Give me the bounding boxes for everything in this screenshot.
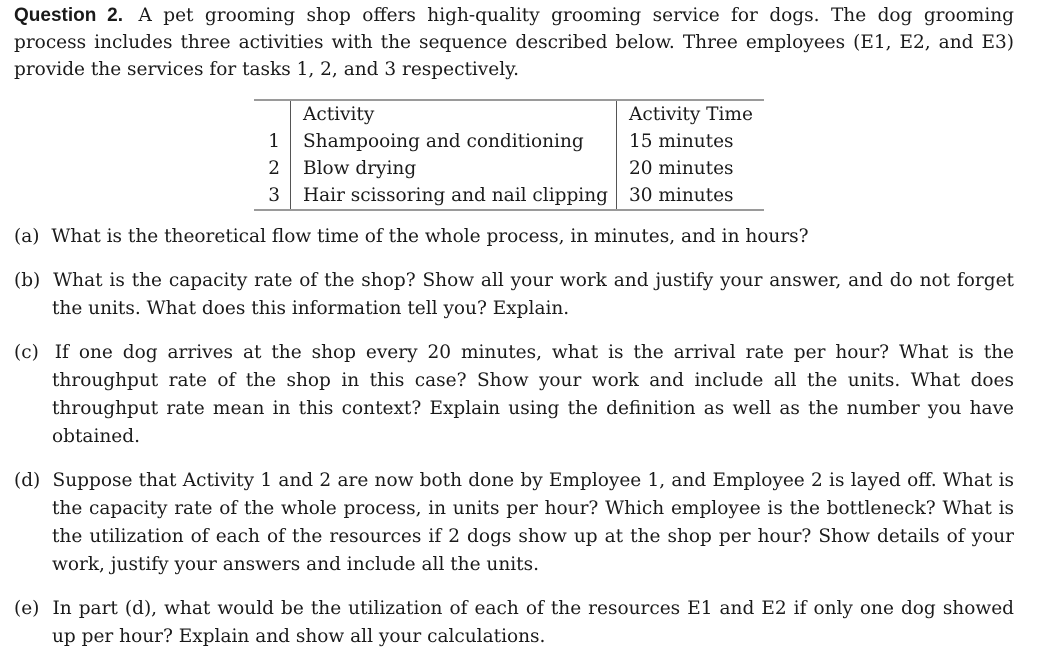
part-b — [14, 267, 1014, 323]
part-d — [14, 467, 1014, 579]
part-text: Suppose that Activity 1 and 2 are now both done by Employee 1, and Employee 2 is layed off. What is the capacity rate of the whole process, in units per hour? Which employee is the bottleneck? What is the utilization of each of the resources if 2 dogs show up at the shop per hour? Show details of your work, justify your answers and include all the units. — [52, 470, 1014, 575]
part-text: In part (d), what would be the utilization of each of the resources E1 and E2 if only one dog showed up per hour? Explain and show all your calculations. — [52, 598, 1014, 647]
row-number: 1 — [254, 128, 290, 155]
part-e — [14, 595, 1014, 651]
question-intro-text: A pet grooming shop offers high-quality grooming service for dogs. The dog grooming process includes three activities with the sequence described below. Three employees (E1, E2, and E3) provide the services for tasks 1, 2, and 3 respectively. — [14, 5, 1014, 80]
part-label: (c) — [14, 342, 39, 363]
question-intro — [14, 2, 1014, 83]
table-row — [254, 182, 764, 210]
row-number: 3 — [254, 182, 290, 210]
header-num — [254, 100, 290, 128]
question-label: Question 2. — [14, 5, 124, 26]
row-time: 15 minutes — [628, 131, 734, 152]
question-page — [14, 2, 1014, 667]
row-activity: Hair scissoring and nail clipping — [290, 182, 616, 210]
part-c — [14, 339, 1014, 451]
row-number: 2 — [254, 155, 290, 182]
table-row — [254, 155, 764, 182]
question-parts — [14, 223, 1014, 651]
part-text: What is the capacity rate of the shop? Show all your work and justify your answer, and do not forget the units. What does this information tell you? Explain. — [52, 270, 1014, 319]
part-text: If one dog arrives at the shop every 20 minutes, what is the arrival rate per hour? What is the throughput rate of the shop in this case? Show your work and include all the units. What does throughput rate mean in this context? Explain using the definition as well as the number you have obtained. — [52, 342, 1014, 447]
row-activity: Shampooing and conditioning — [290, 128, 616, 155]
row-activity: Blow drying — [290, 155, 616, 182]
part-label: (e) — [14, 598, 40, 619]
activity-table — [254, 99, 764, 211]
row-time: 30 minutes — [628, 185, 734, 206]
row-time: 20 minutes — [628, 158, 734, 179]
header-activity: Activity — [290, 100, 616, 128]
table-header-row — [254, 100, 764, 128]
part-label: (b) — [14, 270, 41, 291]
part-text: What is the theoretical flow time of the whole process, in minutes, and in hours? — [51, 226, 809, 247]
activity-table-wrapper — [254, 99, 764, 211]
table-row — [254, 128, 764, 155]
part-a — [14, 223, 1014, 251]
part-label: (a) — [14, 226, 40, 247]
part-label: (d) — [14, 470, 41, 491]
header-activity-time: Activity Time — [628, 104, 753, 125]
